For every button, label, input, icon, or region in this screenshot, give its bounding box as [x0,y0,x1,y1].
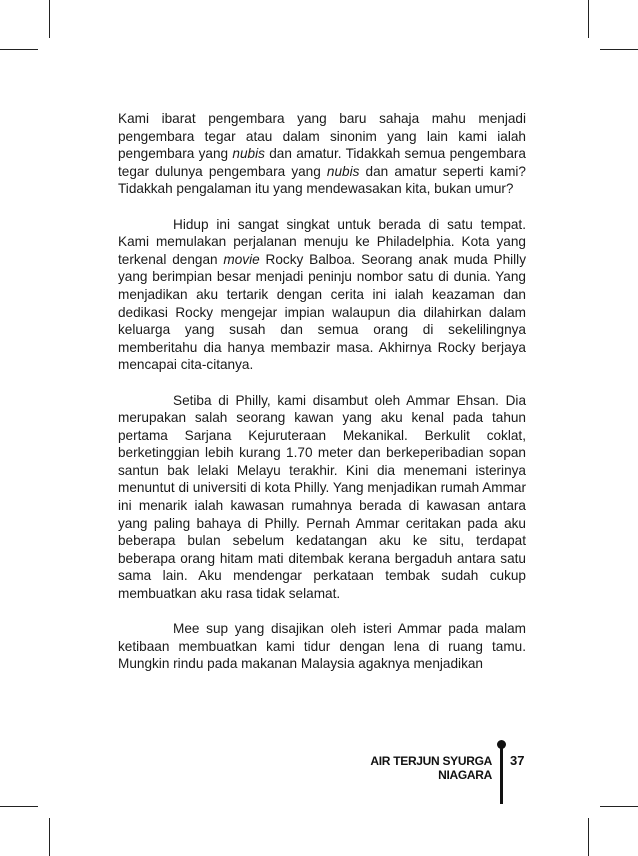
paragraph: Kami ibarat pengembara yang baru sahaja mahu menjadi pengembara tegar atau dalam sinonim yang lain kami ialah pengembara yang nubis dan amatur. Tidakkah semua pengembara tegar dulunya pengembara yang nubis dan amatur seperti kami? Tidakkah pengalaman itu yang mendewasakan kita, bukan umur? [118,111,526,197]
footer-divider [500,746,503,804]
paragraph: Setiba di Philly, kami disambut oleh Ammar Ehsan. Dia merupakan salah seorang kawan yang aku kenal pada tahun pertama Sarjana Kejuruteraan Mekanikal. Berkulit coklat, berketinggian lebih kurang 1.70 meter dan berkeperibadian sopan santun bak lelaki Melayu terakhir. Kini dia menemani isterinya menuntut di universiti di kota Philly. Yang menjadikan rumah Ammar ini menarik ialah kawasan rumahnya berada di kawasan antara yang paling bahaya di Philly. Pernah Ammar ceritakan pada aku beberapa bulan sebelum kedatangan aku ke situ, terdapat beberapa orang hitam mati ditembak kerana bergaduh antara satu sama lain. Aku mendengar perkataan tembak sudah cukup membuatkan aku rasa tidak selamat. [118,392,527,602]
crop-mark [600,806,638,807]
paragraph: Mee sup yang disajikan oleh isteri Ammar pada malam ketibaan membuatkan kami tidur dengan lena di ruang tamu. Mungkin rindu pada makanan Malaysia agaknya menjadikan [118,621,526,672]
crop-mark [49,818,50,856]
crop-mark [49,0,50,38]
crop-mark [588,0,589,38]
body-text [118,110,526,673]
crop-mark [588,818,589,856]
crop-mark [600,49,638,50]
crop-mark [0,806,38,807]
running-footer-title: AIR TERJUN SYURGA NIAGARA [370,754,492,782]
paragraph: Hidup ini sangat singkat untuk berada di satu tempat. Kami memulakan perjalanan menuju ke Philadelphia. Kota yang terkenal dengan movie Rocky Balboa. Seorang anak muda Philly yang berimpian besar menjadi peninju nombor satu di dunia. Yang menjadikan aku tertarik dengan cerita ini ialah keazaman dan dedikasi Rocky mengejar impian walaupun dia dilahirkan dalam keluarga yang susah dan semua orang di sekelilingnya memberitahu dia hanya membazir masa. Akhirnya Rocky berjaya mencapai cita-citanya. [118,216,526,373]
crop-mark [0,49,38,50]
page-number: 37 [510,753,525,768]
